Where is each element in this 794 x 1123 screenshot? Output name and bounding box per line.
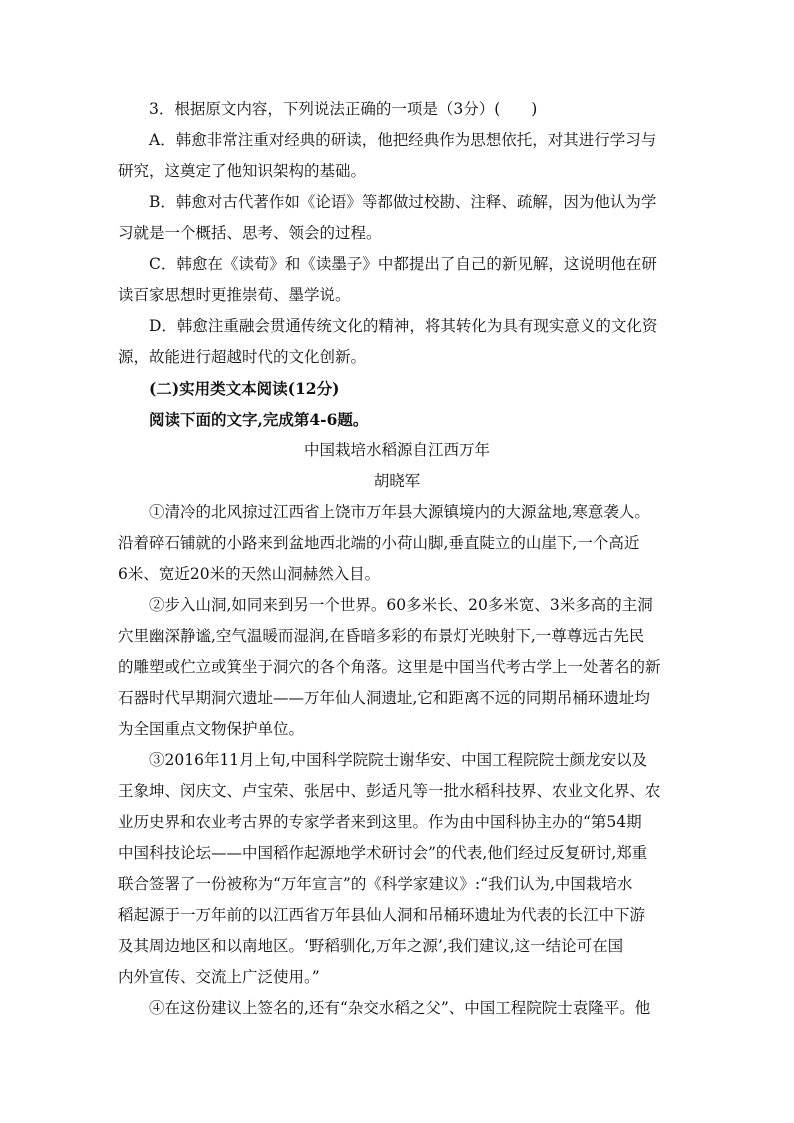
paragraph-line: 的雕塑或伫立或箕坐于洞穴的各个角落。这里是中国当代考古学上一处著名的新 bbox=[118, 658, 661, 676]
article-title: 中国栽培水稻源自江西万年 bbox=[303, 441, 490, 459]
option-c bbox=[118, 249, 676, 311]
paragraph-line: 稻起源于一万年前的以江西省万年县仙人洞和吊桶环遗址为代表的长江中下游 bbox=[118, 906, 646, 924]
paragraph-line: ③2016年11月上旬,中国科学院院士谢华安、中国工程院院士颜龙安以及 bbox=[149, 751, 648, 769]
paragraph-line: 沿着碎石铺就的小路来到盆地西北端的小荷山脚,垂直陡立的山崖下,一个高近 bbox=[118, 534, 640, 552]
paragraph-2 bbox=[118, 590, 676, 745]
option-line: 读百家思想时更推崇荀、墨学说。 bbox=[118, 286, 351, 304]
paragraph-1 bbox=[118, 497, 676, 590]
paragraph-line: ④在这份建议上签名的,还有“杂交水稻之父”、中国工程院院士袁隆平。他 bbox=[149, 999, 651, 1017]
paragraph-4 bbox=[118, 993, 676, 1024]
option-line: C．韩愈在《读荀》和《读墨子》中都提出了自己的新见解，这说明他在研 bbox=[149, 255, 657, 273]
option-line: D．韩愈注重融会贯通传统文化的精神，将其转化为具有现实意义的文化资 bbox=[149, 317, 658, 335]
paragraph-line: 及其周边地区和以南地区。‘野稻驯化,万年之源’,我们建议,这一结论可在国 bbox=[118, 937, 624, 955]
option-line: 习就是一个概括、思考、领会的过程。 bbox=[118, 224, 382, 242]
paragraph-line: 穴里幽深静谧,空气温暖而湿润,在昏暗多彩的布景灯光映射下,一尊尊远古先民 bbox=[118, 627, 645, 645]
paragraph-line: 石器时代早期洞穴遗址——万年仙人洞遗址,它和距离不远的同期吊桶环遗址均 bbox=[118, 689, 650, 707]
option-line: 研究，这奠定了他知识架构的基础。 bbox=[118, 162, 367, 180]
section-instruction: 阅读下面的文字,完成第4-6题。 bbox=[149, 410, 369, 429]
option-b bbox=[118, 187, 676, 249]
paragraph-line: ②步入山洞,如同来到另一个世界。60多米长、20多米宽、3米多高的主洞 bbox=[149, 596, 653, 614]
article-author: 胡晓军 bbox=[373, 472, 421, 490]
paragraph-line: 中国科技论坛——中国稻作起源地学术研讨会”的代表,他们经过反复研讨,郑重 bbox=[118, 844, 648, 862]
question-3-stem: 3．根据原文内容，下列说法正确的一项是（3分）( ) bbox=[149, 100, 538, 118]
paragraph-line: ①清冷的北风掠过江西省上饶市万年县大源镇境内的大源盆地,寒意袭人。 bbox=[149, 503, 650, 521]
document-page bbox=[118, 94, 676, 1024]
paragraph-line: 内外宣传、交流上广泛使用。” bbox=[118, 968, 320, 986]
option-a bbox=[118, 125, 676, 187]
option-d bbox=[118, 311, 676, 373]
section-heading: (二)实用类文本阅读(12分) bbox=[149, 379, 340, 398]
paragraph-3 bbox=[118, 745, 676, 993]
paragraph-line: 6米、宽近20米的天然山洞赫然入目。 bbox=[118, 565, 381, 583]
paragraph-line: 王象坤、闵庆文、卢宝荣、张居中、彭适凡等一批水稻科技界、农业文化界、农 bbox=[118, 782, 661, 800]
option-line: B．韩愈对古代著作如《论语》等都做过校勘、注释、疏解，因为他认为学 bbox=[149, 193, 657, 211]
paragraph-line: 为全国重点文物保护单位。 bbox=[118, 720, 305, 738]
option-line: 源，故能进行超越时代的文化创新。 bbox=[118, 348, 367, 366]
paragraph-line: 联合签署了一份被称为“万年宣言”的《科学家建议》:“我们认为,中国栽培水 bbox=[118, 875, 633, 893]
option-line: A．韩愈非常注重对经典的研读，他把经典作为思想依托，对其进行学习与 bbox=[149, 131, 657, 149]
paragraph-line: 业历史界和农业考古界的专家学者来到这里。作为由中国科协主办的“第54期 bbox=[118, 813, 642, 831]
